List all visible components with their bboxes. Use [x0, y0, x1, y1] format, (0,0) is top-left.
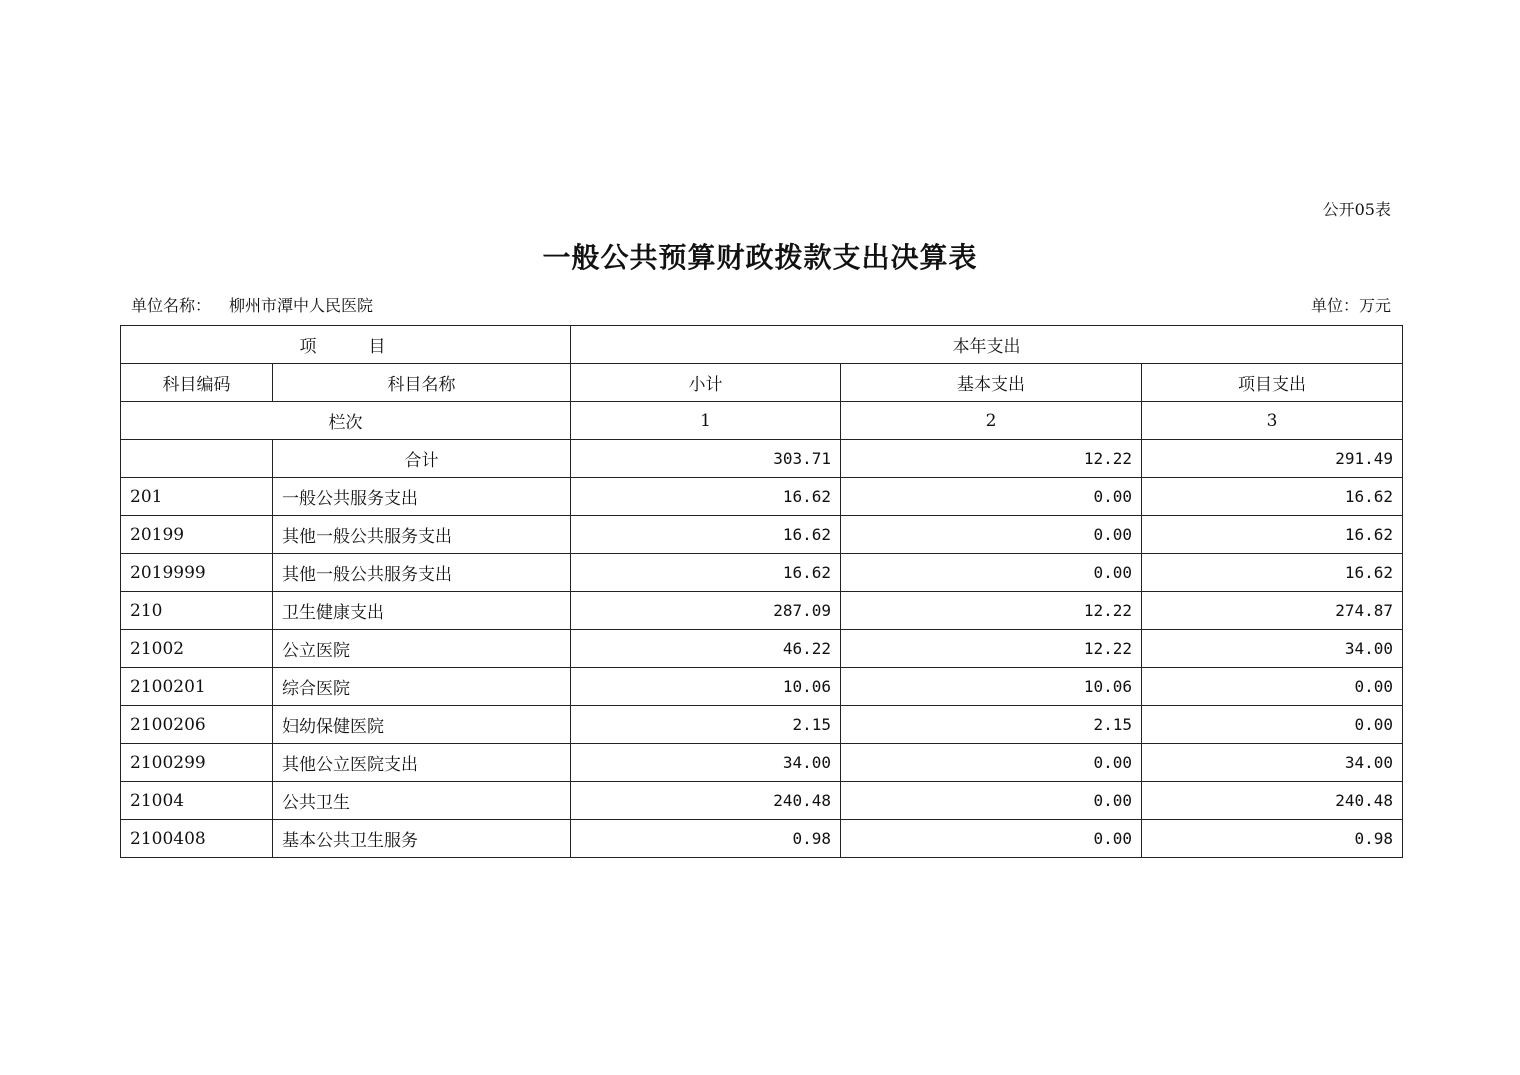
cell-name: 妇幼保健医院: [273, 706, 571, 744]
column-index-1: 1: [571, 402, 841, 440]
header-row-group: [121, 326, 1403, 364]
header-year-expense: 本年支出: [571, 326, 1403, 364]
unit-name-label: 单位名称：: [131, 296, 212, 315]
cell-name: 基本公共卫生服务: [273, 820, 571, 858]
total-row: [121, 440, 1403, 478]
table-row: [121, 744, 1403, 782]
cell-code: 2100201: [121, 668, 273, 706]
column-index-2: 2: [841, 402, 1142, 440]
cell-basic: 0.00: [841, 744, 1142, 782]
cell-code: 210: [121, 592, 273, 630]
table-row: [121, 478, 1403, 516]
cell-name: 其他一般公共服务支出: [273, 554, 571, 592]
column-index-3: 3: [1142, 402, 1403, 440]
cell-basic: 0.00: [841, 478, 1142, 516]
table-row: [121, 782, 1403, 820]
table-row: [121, 706, 1403, 744]
unit-name-value: 柳州市潭中人民医院: [229, 296, 374, 315]
table-row: [121, 820, 1403, 858]
header-basic: 基本支出: [841, 364, 1142, 402]
total-code: [121, 440, 273, 478]
cell-name: 公共卫生: [273, 782, 571, 820]
unit-name-line: [131, 296, 373, 316]
cell-code: 21004: [121, 782, 273, 820]
cell-basic: 0.00: [841, 554, 1142, 592]
cell-project: 34.00: [1142, 744, 1403, 782]
currency-unit: 单位：万元: [1310, 296, 1391, 315]
header-row-columns: [121, 364, 1403, 402]
cell-subtotal: 2.15: [571, 706, 841, 744]
cell-basic: 2.15: [841, 706, 1142, 744]
header-name: 科目名称: [273, 364, 571, 402]
cell-project: 16.62: [1142, 554, 1403, 592]
header-project: 项 目: [121, 326, 571, 364]
cell-subtotal: 34.00: [571, 744, 841, 782]
page-title: 一般公共预算财政拨款支出决算表: [542, 241, 978, 274]
cell-code: 21002: [121, 630, 273, 668]
expenditure-table: [120, 325, 1403, 858]
cell-project: 16.62: [1142, 478, 1403, 516]
cell-basic: 12.22: [841, 630, 1142, 668]
header-subtotal: 小计: [571, 364, 841, 402]
cell-project: 274.87: [1142, 592, 1403, 630]
total-basic: 12.22: [841, 440, 1142, 478]
cell-code: 2100206: [121, 706, 273, 744]
cell-subtotal: 287.09: [571, 592, 841, 630]
table-row: [121, 516, 1403, 554]
cell-name: 卫生健康支出: [273, 592, 571, 630]
cell-project: 34.00: [1142, 630, 1403, 668]
cell-subtotal: 240.48: [571, 782, 841, 820]
total-project: 291.49: [1142, 440, 1403, 478]
cell-code: 201: [121, 478, 273, 516]
header-row-index: [121, 402, 1403, 440]
cell-subtotal: 16.62: [571, 478, 841, 516]
total-label: 合计: [273, 440, 571, 478]
cell-name: 公立医院: [273, 630, 571, 668]
row-index-label: 栏次: [121, 402, 571, 440]
table-row: [121, 668, 1403, 706]
cell-name: 其他公立医院支出: [273, 744, 571, 782]
cell-project: 0.98: [1142, 820, 1403, 858]
cell-basic: 12.22: [841, 592, 1142, 630]
cell-basic: 0.00: [841, 516, 1142, 554]
table-row: [121, 592, 1403, 630]
cell-code: 2019999: [121, 554, 273, 592]
cell-project: 0.00: [1142, 668, 1403, 706]
form-code: 公开05表: [1322, 200, 1391, 219]
cell-project: 0.00: [1142, 706, 1403, 744]
cell-subtotal: 46.22: [571, 630, 841, 668]
cell-code: 2100408: [121, 820, 273, 858]
cell-name: 其他一般公共服务支出: [273, 516, 571, 554]
total-subtotal: 303.71: [571, 440, 841, 478]
table-row: [121, 630, 1403, 668]
cell-basic: 0.00: [841, 820, 1142, 858]
cell-subtotal: 10.06: [571, 668, 841, 706]
cell-code: 2100299: [121, 744, 273, 782]
cell-basic: 0.00: [841, 782, 1142, 820]
cell-subtotal: 0.98: [571, 820, 841, 858]
cell-subtotal: 16.62: [571, 516, 841, 554]
cell-name: 综合医院: [273, 668, 571, 706]
header-code: 科目编码: [121, 364, 273, 402]
cell-project: 16.62: [1142, 516, 1403, 554]
cell-subtotal: 16.62: [571, 554, 841, 592]
table-row: [121, 554, 1403, 592]
cell-code: 20199: [121, 516, 273, 554]
header-project-expense: 项目支出: [1142, 364, 1403, 402]
cell-name: 一般公共服务支出: [273, 478, 571, 516]
cell-project: 240.48: [1142, 782, 1403, 820]
cell-basic: 10.06: [841, 668, 1142, 706]
